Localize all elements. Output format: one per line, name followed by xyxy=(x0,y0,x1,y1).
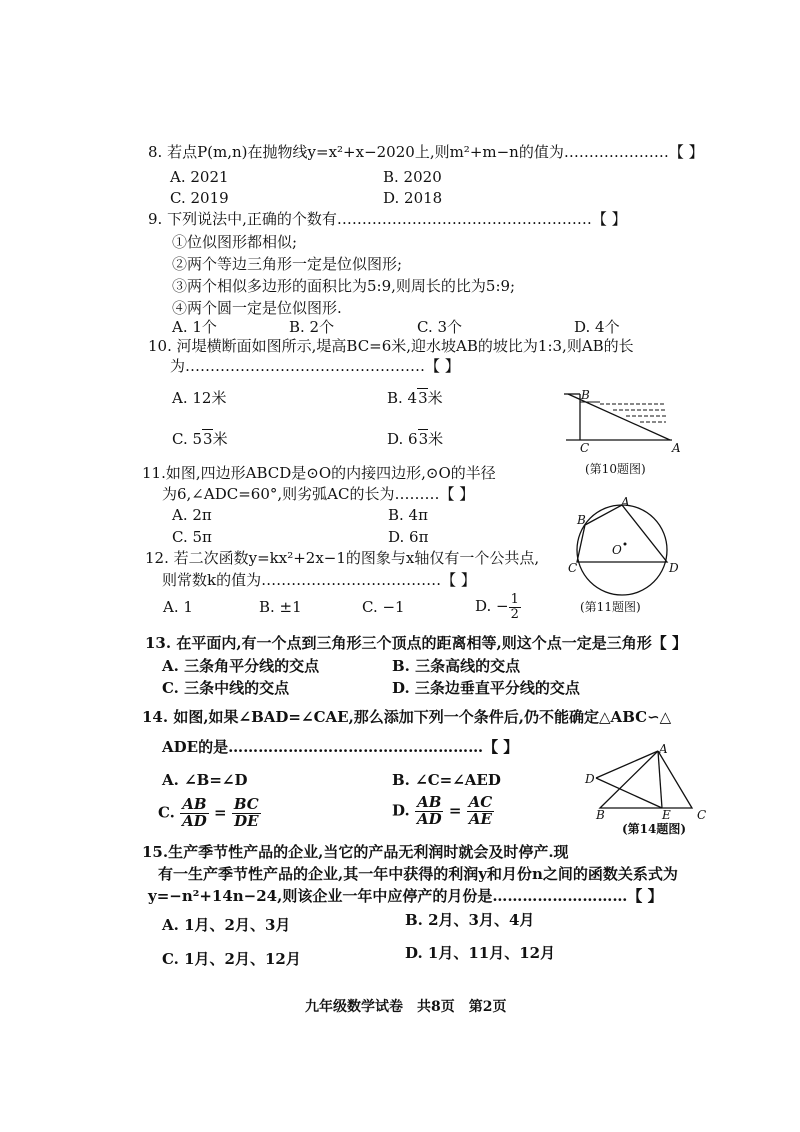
q15-option-c: C. 1月、2月、12月 xyxy=(162,950,301,968)
q14-label-b: B xyxy=(596,808,605,822)
q9-option-a: A. 1个 xyxy=(172,318,217,336)
q11-label-o: O xyxy=(612,543,622,557)
q13-option-d: D. 三条边垂直平分线的交点 xyxy=(392,679,580,697)
q14-option-a: A. ∠B=∠D xyxy=(162,771,248,789)
q15-stem-line1: 15.生产季节性产品的企业,当它的产品无利润时就会及时停产.现 xyxy=(142,843,569,861)
q9-option-c: C. 3个 xyxy=(417,318,463,336)
q13-option-a: A. 三条角平分线的交点 xyxy=(162,657,320,675)
q10-label-b: B xyxy=(581,388,590,402)
q14-option-c: C. $\frac{AB}{AD}$ = $\frac{BC}{DE}$ xyxy=(158,795,259,830)
q14-figure xyxy=(590,748,700,818)
q10-figure-caption: (第10题图) xyxy=(585,462,646,476)
q10-label-a: A xyxy=(672,441,681,455)
q13-stem: 13. 在平面内,有一个点到三角形三个顶点的距离相等,则这个点一定是三角形【 】 xyxy=(145,634,687,652)
q8-option-d: D. 2018 xyxy=(383,189,443,207)
q14-option-d: D. $\frac{AB}{AD}$ = $\frac{AC}{AE}$ xyxy=(392,793,493,828)
q11-stem-line1: 11.如图,四边形ABCD是⊙O的内接四边形,⊙O的半径 xyxy=(142,464,496,482)
q14-option-b: B. ∠C=∠AED xyxy=(392,771,501,789)
q15-option-d: D. 1月、11月、12月 xyxy=(405,944,556,962)
q10-stem-line1: 10. 河堤横断面如图所示,堤高BC=6米,迎水坡AB的坡比为1:3,则AB的长 xyxy=(148,337,634,355)
page-footer: 九年级数学试卷 共8页 第2页 xyxy=(305,999,507,1015)
q13-option-c: C. 三条中线的交点 xyxy=(162,679,290,697)
q14-figure-caption: (第14题图) xyxy=(622,822,687,836)
q8-option-c: C. 2019 xyxy=(170,189,229,207)
q9-statement-3: ③两个相似多边形的面积比为5:9,则周长的比为5:9; xyxy=(172,277,516,295)
q14-stem-line1: 14. 如图,如果∠BAD=∠CAE,那么添加下列一个条件后,仍不能确定△ABC∽△ xyxy=(142,708,672,726)
q11-label-a: A xyxy=(621,495,630,509)
q9-statement-1: ①位似图形都相似; xyxy=(172,233,298,251)
q12-stem-line2: 则常数k的值为………………………………【 】 xyxy=(162,571,476,589)
q11-option-c: C. 5π xyxy=(172,528,212,546)
q10-option-d: D. 63米 xyxy=(387,430,444,448)
q13-option-b: B. 三条高线的交点 xyxy=(392,657,521,675)
q11-option-a: A. 2π xyxy=(172,506,212,524)
q11-figure xyxy=(570,500,680,600)
q11-figure-caption: (第11题图) xyxy=(580,600,641,614)
q11-option-b: B. 4π xyxy=(388,506,428,524)
q10-label-c: C xyxy=(580,441,590,455)
q14-stem-line2: ADE的是……………………………………………【 】 xyxy=(162,738,519,756)
q11-stem-line2: 为6,∠ADC=60°,则劣弧AC的长为………【 】 xyxy=(162,485,475,503)
q15-option-a: A. 1月、2月、3月 xyxy=(162,916,291,934)
q15-stem-line3: y=−n²+14n−24,则该企业一年中应停产的月份是………………………【 】 xyxy=(148,887,663,905)
q11-label-b: B xyxy=(577,513,586,527)
q8-stem: 8. 若点P(m,n)在抛物线y=x²+x−2020上,则m²+m−n的值为…………………【 】 xyxy=(148,143,704,161)
q9-option-b: B. 2个 xyxy=(289,318,335,336)
q10-option-b: B. 43米 xyxy=(387,389,443,407)
q12-option-c: C. −1 xyxy=(362,598,405,616)
q10-stem-line2: 为…………………………………………【 】 xyxy=(170,357,460,375)
q9-option-d: D. 4个 xyxy=(574,318,620,336)
q14-label-d: D xyxy=(585,772,595,786)
q8-option-a: A. 2021 xyxy=(170,168,229,186)
q14-label-a: A xyxy=(659,742,668,756)
q9-stem: 9. 下列说法中,正确的个数有……………………………………………【 】 xyxy=(148,210,627,228)
q14-label-c: C xyxy=(697,808,707,822)
q9-statement-4: ④两个圆一定是位似图形. xyxy=(172,299,342,317)
q14-label-e: E xyxy=(662,808,671,822)
q15-stem-line2: 有一生产季节性产品的企业,其一年中获得的利润y和月份n之间的函数关系式为 xyxy=(158,865,678,883)
q10-option-c: C. 53米 xyxy=(172,430,228,448)
q10-option-a: A. 12米 xyxy=(172,389,227,407)
q12-option-d: D. − $\frac{1}{2}$ xyxy=(475,592,519,622)
q12-stem-line1: 12. 若二次函数y=kx²+2x−1的图象与x轴仅有一个公共点, xyxy=(145,549,540,567)
q8-option-b: B. 2020 xyxy=(383,168,442,186)
q15-option-b: B. 2月、3月、4月 xyxy=(405,911,535,929)
q12-option-a: A. 1 xyxy=(163,598,193,616)
q10-figure xyxy=(560,388,680,448)
q11-option-d: D. 6π xyxy=(388,528,429,546)
q11-label-d: D xyxy=(669,561,679,575)
q11-label-c: C xyxy=(568,561,578,575)
q9-statement-2: ②两个等边三角形一定是位似图形; xyxy=(172,255,403,273)
q12-option-b: B. ±1 xyxy=(259,598,302,616)
